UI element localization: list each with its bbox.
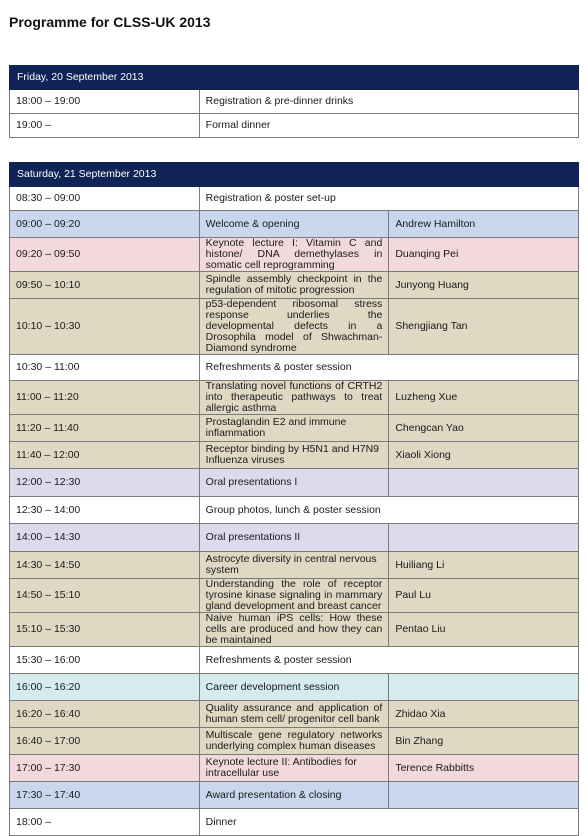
day-header-row xyxy=(10,66,579,90)
session-title: Receptor binding by H5N1 and H7N9 Influenza viruses xyxy=(199,442,389,469)
session-time: 17:00 – 17:30 xyxy=(10,755,200,782)
day-header: Friday, 20 September 2013 xyxy=(10,66,579,90)
session-title: Refreshments & poster session xyxy=(199,355,578,381)
schedule-row xyxy=(10,187,579,211)
schedule-row xyxy=(10,579,579,613)
session-time: 09:00 – 09:20 xyxy=(10,211,200,238)
session-title: Registration & poster set-up xyxy=(199,187,578,211)
session-title: Oral presentations I xyxy=(199,469,389,497)
session-time: 12:30 – 14:00 xyxy=(10,497,200,524)
session-speaker: Junyong Huang xyxy=(389,272,579,299)
schedule-row xyxy=(10,90,579,114)
session-time: 15:30 – 16:00 xyxy=(10,647,200,674)
session-speaker xyxy=(389,674,579,701)
session-speaker: Duanqing Pei xyxy=(389,238,579,272)
schedule-row xyxy=(10,647,579,674)
session-speaker xyxy=(389,524,579,552)
session-speaker: Zhidao Xia xyxy=(389,701,579,728)
session-time: 14:00 – 14:30 xyxy=(10,524,200,552)
session-time: 16:20 – 16:40 xyxy=(10,701,200,728)
session-title: Group photos, lunch & poster session xyxy=(199,497,578,524)
page-title: Programme for CLSS-UK 2013 xyxy=(9,14,211,30)
schedule-row xyxy=(10,415,579,442)
session-title: Keynote lecture II: Antibodies for intracellular use xyxy=(199,755,389,782)
day-header: Saturday, 21 September 2013 xyxy=(10,163,579,187)
session-speaker: Paul Lu xyxy=(389,579,579,613)
schedule-row xyxy=(10,552,579,579)
session-time: 10:30 – 11:00 xyxy=(10,355,200,381)
session-title: Formal dinner xyxy=(199,114,578,138)
schedule-row xyxy=(10,211,579,238)
session-title: p53-dependent ribosomal stress response underlies the developmental defects in a Drosophila model of Shwachman-Diamond syndrome xyxy=(199,299,389,355)
session-title: Refreshments & poster session xyxy=(199,647,578,674)
session-title: Dinner xyxy=(199,809,578,836)
schedule-row xyxy=(10,114,579,138)
session-time: 10:10 – 10:30 xyxy=(10,299,200,355)
session-time: 12:00 – 12:30 xyxy=(10,469,200,497)
session-speaker: Shengjiang Tan xyxy=(389,299,579,355)
session-time: 16:00 – 16:20 xyxy=(10,674,200,701)
saturday-schedule-table xyxy=(9,162,579,836)
session-time: 17:30 – 17:40 xyxy=(10,782,200,809)
session-time: 15:10 – 15:30 xyxy=(10,613,200,647)
schedule-row xyxy=(10,728,579,755)
session-speaker: Pentao Liu xyxy=(389,613,579,647)
session-title: Oral presentations II xyxy=(199,524,389,552)
schedule-row xyxy=(10,782,579,809)
session-time: 14:30 – 14:50 xyxy=(10,552,200,579)
day-header-row xyxy=(10,163,579,187)
session-time: 11:00 – 11:20 xyxy=(10,381,200,415)
schedule-row xyxy=(10,613,579,647)
schedule-row xyxy=(10,497,579,524)
session-time: 09:20 – 09:50 xyxy=(10,238,200,272)
session-speaker: Huiliang Li xyxy=(389,552,579,579)
schedule-row xyxy=(10,381,579,415)
session-title: Understanding the role of receptor tyrosine kinase signaling in mammary gland development and breast cancer xyxy=(199,579,389,613)
session-speaker: Luzheng Xue xyxy=(389,381,579,415)
schedule-row xyxy=(10,299,579,355)
session-time: 18:00 – 19:00 xyxy=(10,90,200,114)
schedule-row xyxy=(10,442,579,469)
schedule-row xyxy=(10,469,579,497)
session-title: Translating novel functions of CRTH2 into therapeutic pathways to treat allergic asthma xyxy=(199,381,389,415)
session-title: Astrocyte diversity in central nervous system xyxy=(199,552,389,579)
session-title: Spindle assembly checkpoint in the regulation of mitotic progression xyxy=(199,272,389,299)
session-time: 11:20 – 11:40 xyxy=(10,415,200,442)
session-title: Registration & pre-dinner drinks xyxy=(199,90,578,114)
schedule-row xyxy=(10,524,579,552)
schedule-row xyxy=(10,355,579,381)
session-time: 11:40 – 12:00 xyxy=(10,442,200,469)
session-time: 08:30 – 09:00 xyxy=(10,187,200,211)
session-speaker: Terence Rabbitts xyxy=(389,755,579,782)
session-speaker: Chengcan Yao xyxy=(389,415,579,442)
schedule-row xyxy=(10,809,579,836)
session-title: Career development session xyxy=(199,674,389,701)
friday-schedule-table xyxy=(9,65,579,138)
session-time: 09:50 – 10:10 xyxy=(10,272,200,299)
schedule-row xyxy=(10,674,579,701)
session-speaker: Bin Zhang xyxy=(389,728,579,755)
session-time: 14:50 – 15:10 xyxy=(10,579,200,613)
session-title: Multiscale gene regulatory networks underlying complex human diseases xyxy=(199,728,389,755)
schedule-row xyxy=(10,272,579,299)
session-title: Prostaglandin E2 and immune inflammation xyxy=(199,415,389,442)
session-speaker xyxy=(389,469,579,497)
session-speaker: Andrew Hamilton xyxy=(389,211,579,238)
session-title: Quality assurance and application of human stem cell/ progenitor cell bank xyxy=(199,701,389,728)
session-speaker: Xiaoli Xiong xyxy=(389,442,579,469)
session-speaker xyxy=(389,782,579,809)
session-time: 18:00 – xyxy=(10,809,200,836)
schedule-row xyxy=(10,701,579,728)
schedule-row xyxy=(10,755,579,782)
session-time: 19:00 – xyxy=(10,114,200,138)
session-title: Keynote lecture I: Vitamin C and histone/ DNA demethylases in somatic cell reprogramming xyxy=(199,238,389,272)
session-title: Naive human iPS cells: How these cells are produced and how they can be maintained xyxy=(199,613,389,647)
session-title: Welcome & opening xyxy=(199,211,389,238)
schedule-row xyxy=(10,238,579,272)
session-time: 16:40 – 17:00 xyxy=(10,728,200,755)
session-title: Award presentation & closing xyxy=(199,782,389,809)
